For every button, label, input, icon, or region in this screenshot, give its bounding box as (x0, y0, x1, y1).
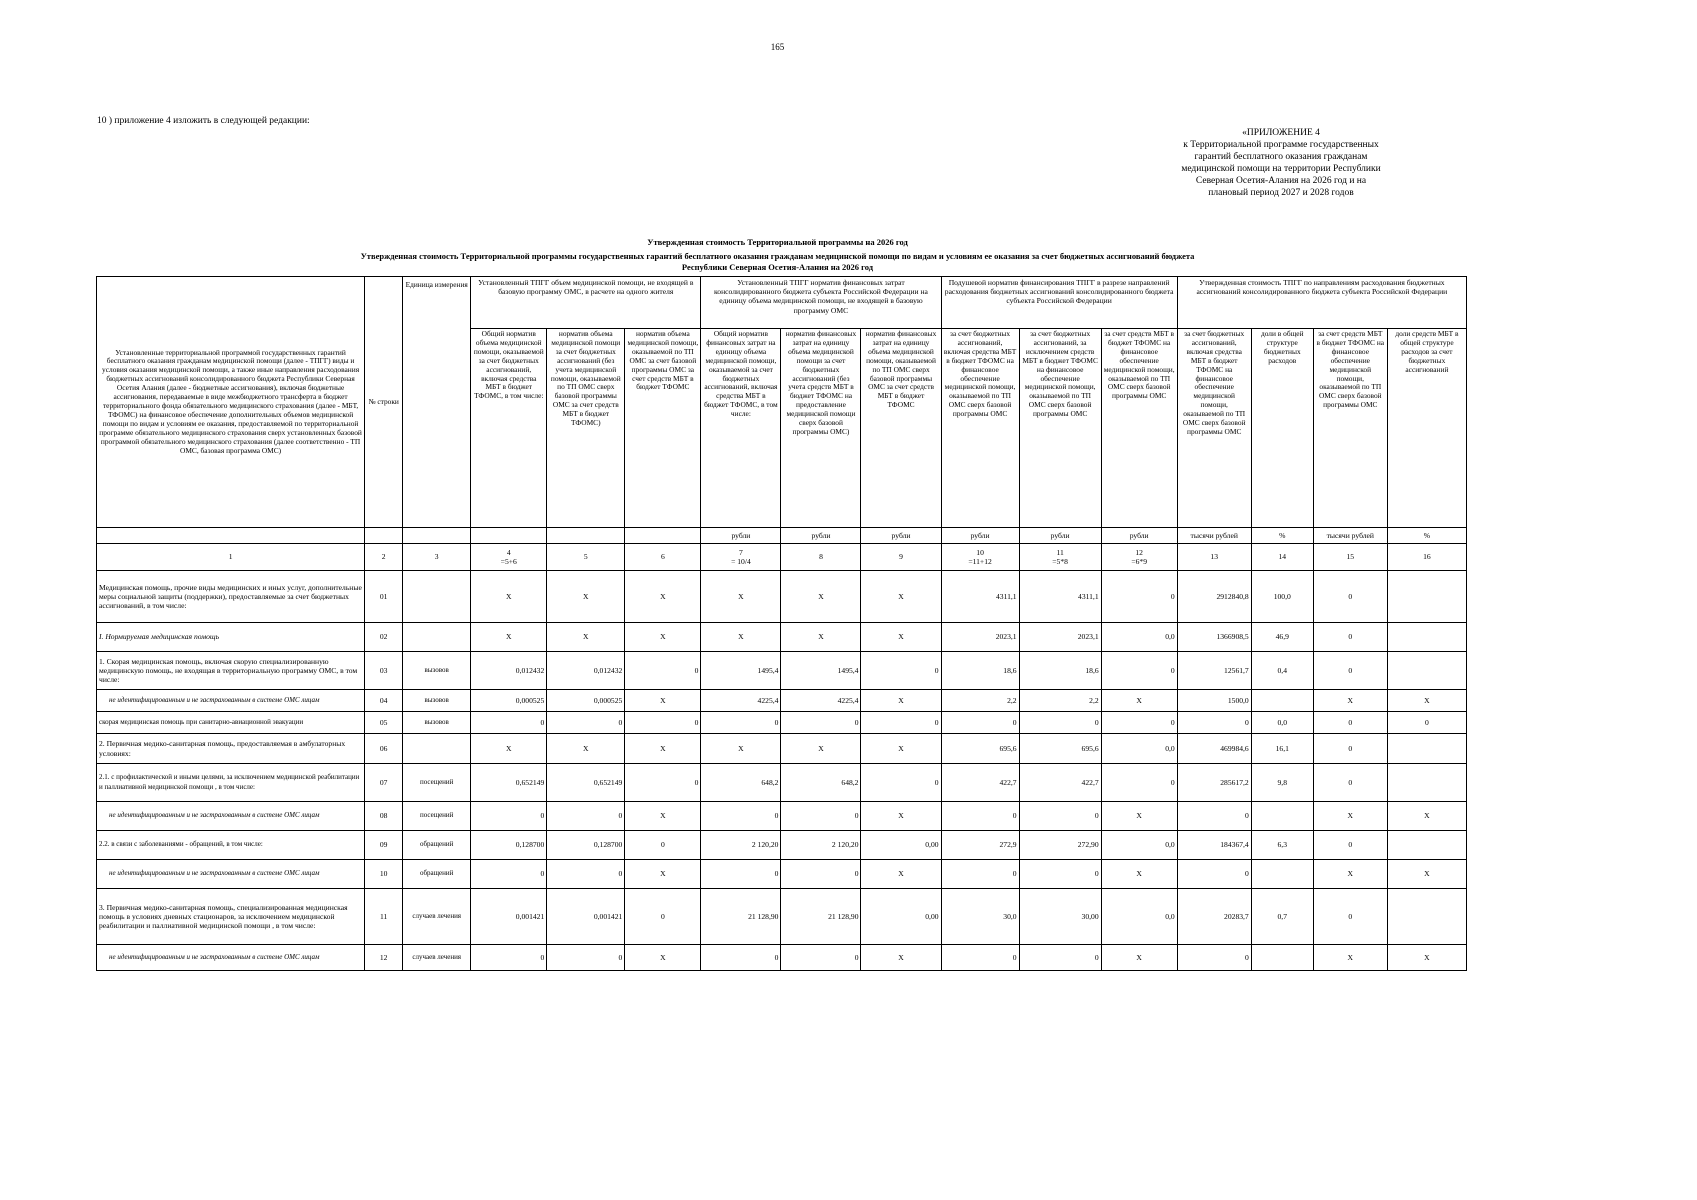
table-cell: X (1101, 945, 1177, 971)
table-cell: X (861, 945, 941, 971)
row-unit: обращений (403, 860, 471, 889)
header-col-3: Единица измерения (403, 277, 471, 528)
table-row (97, 889, 1467, 945)
table-cell: 422,7 (1019, 764, 1101, 802)
appendix-line: гарантий бесплатного оказания гражданам (1194, 152, 1368, 162)
table-cell: 0 (1101, 764, 1177, 802)
table-row (97, 652, 1467, 690)
table-cell: 0 (941, 802, 1019, 831)
table-cell: 0 (1019, 860, 1101, 889)
header-col-13: за счет бюджетных ассигнований, включая средства МБТ в бюджет ТФОМС на финансовое обеспечение медицинской помощи, оказываемой по ТП ОМС сверх базовой программы ОМС (1177, 329, 1251, 528)
table-cell: X (701, 571, 781, 623)
table-cell: X (781, 571, 861, 623)
row-number: 01 (365, 571, 403, 623)
table-cell: X (1387, 945, 1466, 971)
table-cell: 0 (1313, 764, 1387, 802)
row-unit (403, 623, 471, 652)
header-group-total: Утвержденная стоимость ТПГГ по направлениям расходования бюджетных ассигнований консолидированного бюджета субъекта Российской Федерации (1177, 277, 1466, 329)
table-cell: X (781, 623, 861, 652)
header-col-15: за счет средств МБТ в бюджет ТФОМС на финансовое обеспечение медицинской помощи, оказываемой по ТП ОМС сверх базовой программы ОМС (1313, 329, 1387, 528)
row-number: 03 (365, 652, 403, 690)
header-group-cost: Установленный ТПГГ норматив финансовых затрат консолидированного бюджета субъекта Российской Федерации на единицу объема медицинской помощи, не входящей в базовую программу ОМС (701, 277, 941, 329)
table-cell: 0 (547, 860, 625, 889)
table-cell: 0 (625, 764, 701, 802)
table-cell: 0,128700 (547, 831, 625, 860)
colnum-cell: 11 =5*8 (1019, 544, 1101, 571)
table-cell: 0 (625, 652, 701, 690)
row-label: I. Нормируемая медицинская помощь (97, 623, 365, 652)
table-cell: 2 120,20 (701, 831, 781, 860)
header-col-11: за счет бюджетных ассигнований, за исключением средств МБТ в бюджет ТФОМС на финансовое обеспечение медицинской помощи, оказываемой по ТП ОМС сверх базовой программы ОМС (1019, 329, 1101, 528)
table-cell: X (781, 734, 861, 764)
table-cell: 2 120,20 (781, 831, 861, 860)
table-cell: 0 (701, 712, 781, 734)
table-header (97, 277, 1467, 571)
table-row (97, 802, 1467, 831)
table-cell: 0,00 (861, 831, 941, 860)
table-cell: 0,128700 (471, 831, 547, 860)
table-row (97, 734, 1467, 764)
row-unit (403, 734, 471, 764)
table-cell: 100,0 (1251, 571, 1313, 623)
row-unit (403, 571, 471, 623)
intro-text: 10 ) приложение 4 изложить в следующей редакции: (97, 116, 310, 126)
table-cell: 0 (1313, 623, 1387, 652)
row-number: 09 (365, 831, 403, 860)
header-col-5: норматив объема медицинской помощи за счет бюджетных ассигнований (без учета медицинской помощи, оказываемой по ТП ОМС сверх базовой программы ОМС за счет средств МБТ в бюджет ТФОМС) (547, 329, 625, 528)
table-cell: X (1101, 802, 1177, 831)
table-cell: 20283,7 (1177, 889, 1251, 945)
table-cell: X (471, 623, 547, 652)
table-cell: 0 (701, 860, 781, 889)
header-col-4: Общий норматив объема медицинской помощи, оказываемой за счет бюджетных ассигнований, включая средства МБТ в бюджет ТФОМС, в том числе: (471, 329, 547, 528)
row-label: 2. Первичная медико-санитарная помощь, предоставляемая в амбулаторных условиях: (97, 734, 365, 764)
row-number: 04 (365, 690, 403, 712)
table-cell: 0 (1177, 712, 1251, 734)
table-cell: X (625, 802, 701, 831)
row-number: 12 (365, 945, 403, 971)
unit-cell: % (1251, 528, 1313, 544)
table-title: Утвержденная стоимость Территориальной программы на 2026 год (647, 237, 908, 247)
table-cell: 0 (625, 889, 701, 945)
table-cell: 0,001421 (547, 889, 625, 945)
table-row (97, 571, 1467, 623)
table-cell (1387, 623, 1466, 652)
table-cell: 21 128,90 (781, 889, 861, 945)
table-row (97, 712, 1467, 734)
table-cell: X (701, 734, 781, 764)
row-unit: обращений (403, 831, 471, 860)
colnum-cell: 5 (547, 544, 625, 571)
table-row (97, 764, 1467, 802)
table-subtitle: Утвержденная стоимость Территориальной программы государственных гарантий бесплатного оказания гражданам медицинской помощи по видам и условиям ее оказания за счет бюджетных ассигнований бюджета (360, 251, 1195, 261)
table-cell: 272,9 (941, 831, 1019, 860)
page-number: 165 (770, 42, 785, 52)
table-subtitle-region: Республики Северная Осетия-Алания на 2026 год (681, 262, 874, 272)
table-cell: 0,00 (861, 889, 941, 945)
colnum-cell: 16 (1387, 544, 1466, 571)
table-cell: 0 (625, 712, 701, 734)
appendix-line: к Территориальной программе государственных (1183, 140, 1379, 150)
units-row (97, 528, 1467, 544)
table-cell: 469984,6 (1177, 734, 1251, 764)
header-col-14: доли в общей структуре бюджетных расходов (1251, 329, 1313, 528)
table-cell: 0 (861, 652, 941, 690)
table-cell: 18,6 (941, 652, 1019, 690)
table-cell: 4311,1 (941, 571, 1019, 623)
cost-table (96, 276, 1467, 971)
table-cell: 1495,4 (701, 652, 781, 690)
row-label: 2.2. в связи с заболеваниями - обращений, в том числе: (97, 831, 365, 860)
table-cell: 9,8 (1251, 764, 1313, 802)
table-cell: 0 (547, 802, 625, 831)
colnum-cell: 8 (781, 544, 861, 571)
table-cell: 0,652149 (471, 764, 547, 802)
colnum-cell: 10 =11+12 (941, 544, 1019, 571)
header-col-9: норматив финансовых затрат на единицу объема медицинской помощи, оказываемой по ТП ОМС сверх базовой программы ОМС за счет средств МБТ в бюджет ТФОМС (861, 329, 941, 528)
table-cell (1387, 764, 1466, 802)
row-unit: посещений (403, 764, 471, 802)
table-cell: 0,4 (1251, 652, 1313, 690)
table-cell: X (547, 734, 625, 764)
colnum-cell: 7 = 10/4 (701, 544, 781, 571)
row-label: не идентифицированным и не застрахованным в системе ОМС лицам (97, 802, 365, 831)
table-cell: 0 (941, 945, 1019, 971)
table-cell: 2,2 (941, 690, 1019, 712)
table-cell: X (1313, 802, 1387, 831)
header-col-8: норматив финансовых затрат на единицу объема медицинской помощи за счет бюджетных ассигнований (без учета средств МБТ в бюджет ТФОМС на предоставление медицинской помощи сверх базовой программы ОМС) (781, 329, 861, 528)
unit-cell: рубли (941, 528, 1019, 544)
table-cell: 0 (471, 802, 547, 831)
table-cell: 0 (625, 831, 701, 860)
table-cell: X (625, 734, 701, 764)
table-cell: X (1387, 860, 1466, 889)
table-cell: 1495,4 (781, 652, 861, 690)
table-cell: 21 128,90 (701, 889, 781, 945)
table-cell: 0,000525 (471, 690, 547, 712)
row-label: скорая медицинская помощь при санитарно-авиационной эвакуации (97, 712, 365, 734)
table-cell: 0 (1177, 860, 1251, 889)
row-label: 2.1. с профилактической и иными целями, за исключением медицинской реабилитации и паллиативной медицинской помощи , в том числе: (97, 764, 365, 802)
colnum-cell: 13 (1177, 544, 1251, 571)
colnum-cell: 12 =6*9 (1101, 544, 1177, 571)
colnum-cell: 6 (625, 544, 701, 571)
table-cell: 0 (1177, 802, 1251, 831)
table-cell: X (471, 571, 547, 623)
table-cell: 2023,1 (941, 623, 1019, 652)
table-row (97, 831, 1467, 860)
row-number: 10 (365, 860, 403, 889)
table-cell: 1366908,5 (1177, 623, 1251, 652)
row-number: 05 (365, 712, 403, 734)
appendix-line: медицинской помощи на территории Республики (1181, 164, 1381, 174)
unit-cell: тысячи рублей (1313, 528, 1387, 544)
table-cell: 0 (1101, 571, 1177, 623)
table-cell: 0 (1387, 712, 1466, 734)
unit-cell: тысячи рублей (1177, 528, 1251, 544)
colnum-cell: 3 (403, 544, 471, 571)
table-row (97, 860, 1467, 889)
row-label: 1. Скорая медицинская помощь, включая скорую специализированную медицинскую помощь, не входящая в территориальную программу ОМС, в том числе: (97, 652, 365, 690)
table-cell: 0 (701, 802, 781, 831)
row-number: 07 (365, 764, 403, 802)
table-cell: X (1387, 690, 1466, 712)
header-col-1: Установленные территориальной программой государственных гарантий бесплатного оказания гражданам медицинской помощи (далее - ТПГГ) виды и условия оказания медицинской помощи, а также иные направления расходования бюджетных ассигнований консолидированного бюджета Республики Северная Осетия Алания (далее - бюджетные ассигнования), включая бюджетные ассигнования, передаваемые в виде межбюджетного трансферта в бюджет территориального фонда обязательного медицинского страхования (далее - МБТ, ТФОМС) на финансовое обеспечение дополнительных объемов медицинской помощи по видам и условиям ее оказания, предоставляемой по территориальной программе обязательного медицинского страхования сверх установленных базовой программой обязательного медицинского страхования (далее соответственно - ТП ОМС, базовая программа ОМС) (97, 277, 365, 528)
unit-cell: рубли (861, 528, 941, 544)
appendix-line: плановый период 2027 и 2028 годов (1208, 188, 1354, 198)
table-cell: 16,1 (1251, 734, 1313, 764)
table-cell: X (861, 571, 941, 623)
table-titles (0, 237, 1555, 273)
table-cell: 0,0 (1251, 712, 1313, 734)
table-row (97, 623, 1467, 652)
table-cell (1387, 889, 1466, 945)
table-cell: X (625, 571, 701, 623)
table-cell: 695,6 (1019, 734, 1101, 764)
table-cell: 6,3 (1251, 831, 1313, 860)
header-group-percap: Подушевой норматив финансирования ТПГГ в разрезе направлений расходования бюджетных ассигнований консолидированного бюджета субъекта Российской Федерации (941, 277, 1177, 329)
table-cell: X (471, 734, 547, 764)
table-cell: 0 (1019, 802, 1101, 831)
table-cell: 0 (781, 945, 861, 971)
table-cell: 4311,1 (1019, 571, 1101, 623)
appendix-heading (1175, 127, 1387, 199)
header-col-12: за счет средств МБТ в бюджет ТФОМС на финансовое обеспечение медицинской помощи, оказываемой по ТП ОМС сверх базовой программы ОМС (1101, 329, 1177, 528)
table-cell: 0,652149 (547, 764, 625, 802)
table-cell: 0 (471, 860, 547, 889)
table-cell: 0 (941, 860, 1019, 889)
table-cell: X (547, 623, 625, 652)
row-label: не идентифицированным и не застрахованным в системе ОМС лицам (97, 690, 365, 712)
table-cell: 30,00 (1019, 889, 1101, 945)
colnum-cell: 2 (365, 544, 403, 571)
table-cell: 0,7 (1251, 889, 1313, 945)
table-cell: 0,0 (1101, 831, 1177, 860)
table-cell: 0 (471, 712, 547, 734)
table-cell: 0 (781, 712, 861, 734)
table-cell (1251, 945, 1313, 971)
table-cell: 0 (781, 860, 861, 889)
table-cell: 0 (941, 712, 1019, 734)
colnum-cell: 15 (1313, 544, 1387, 571)
table-cell: 0,000525 (547, 690, 625, 712)
unit-cell (365, 528, 403, 544)
table-cell: 184367,4 (1177, 831, 1251, 860)
table-cell: 1500,0 (1177, 690, 1251, 712)
table-cell: X (1313, 690, 1387, 712)
table-cell: 0,0 (1101, 623, 1177, 652)
table-cell: X (625, 945, 701, 971)
column-numbers-row (97, 544, 1467, 571)
row-label: не идентифицированным и не застрахованным в системе ОМС лицам (97, 945, 365, 971)
table-cell: X (625, 690, 701, 712)
table-cell: 0 (1101, 652, 1177, 690)
table-cell: 0 (1313, 734, 1387, 764)
row-unit: посещений (403, 802, 471, 831)
table-cell: 0 (1313, 571, 1387, 623)
header-col-7: Общий норматив финансовых затрат на единицу объема медицинской помощи, оказываемой за счет бюджетных ассигнований, включая средства МБТ в бюджет ТФОМС, в том числе: (701, 329, 781, 528)
table-cell: 4225,4 (701, 690, 781, 712)
colnum-cell: 9 (861, 544, 941, 571)
unit-cell (471, 528, 547, 544)
table-cell: 695,6 (941, 734, 1019, 764)
table-cell: X (861, 623, 941, 652)
table-cell: 0 (1101, 712, 1177, 734)
unit-cell: рубли (781, 528, 861, 544)
table-cell: 0 (701, 945, 781, 971)
colnum-cell: 4 =5+6 (471, 544, 547, 571)
table-cell: X (1101, 860, 1177, 889)
table-cell: 272,90 (1019, 831, 1101, 860)
table-cell: 0,0 (1101, 734, 1177, 764)
unit-cell: рубли (701, 528, 781, 544)
row-unit: случаев лечения (403, 945, 471, 971)
unit-cell: рубли (1101, 528, 1177, 544)
row-label: Медицинская помощь, прочие виды медицинских и иных услуг, дополнительные меры социальной защиты (поддержки), предоставляемые за счет бюджетных ассигнований, в том числе: (97, 571, 365, 623)
header-group-volume: Установленный ТПГГ объем медицинской помощи, не входящей в базовую программу ОМС, в расчете на одного жителя (471, 277, 701, 329)
table-cell: 0 (861, 764, 941, 802)
row-unit: вызовов (403, 652, 471, 690)
table-cell: X (625, 860, 701, 889)
table-cell: 0 (547, 945, 625, 971)
unit-cell (547, 528, 625, 544)
appendix-line: Северная Осетия-Алания на 2026 год и на (1195, 176, 1367, 186)
table-cell: X (861, 690, 941, 712)
table-cell: X (701, 623, 781, 652)
row-number: 11 (365, 889, 403, 945)
table-cell (1251, 802, 1313, 831)
table-cell: 0 (471, 945, 547, 971)
row-unit: вызовов (403, 690, 471, 712)
table-cell: 30,0 (941, 889, 1019, 945)
table-body (97, 571, 1467, 971)
table-cell (1387, 652, 1466, 690)
table-cell: X (861, 802, 941, 831)
table-cell: 46,9 (1251, 623, 1313, 652)
unit-cell: рубли (1019, 528, 1101, 544)
row-unit: случаев лечения (403, 889, 471, 945)
table-cell: 12561,7 (1177, 652, 1251, 690)
table-cell: 2023,1 (1019, 623, 1101, 652)
table-cell: 648,2 (701, 764, 781, 802)
table-row (97, 945, 1467, 971)
table-cell (1251, 860, 1313, 889)
table-cell: 422,7 (941, 764, 1019, 802)
table-cell: 0 (547, 712, 625, 734)
table-cell: 0 (1313, 889, 1387, 945)
table-cell: X (625, 623, 701, 652)
table-cell: 2912840,8 (1177, 571, 1251, 623)
header-col-2: № строки (365, 277, 403, 528)
table-cell (1251, 690, 1313, 712)
table-cell: 0,012432 (547, 652, 625, 690)
unit-cell (403, 528, 471, 544)
row-label: не идентифицированным и не застрахованным в системе ОМС лицам (97, 860, 365, 889)
row-number: 06 (365, 734, 403, 764)
table-cell: X (861, 860, 941, 889)
header-col-16: доли средств МБТ в общей структуре расходов за счет бюджетных ассигнований (1387, 329, 1466, 528)
row-label: 3. Первичная медико-санитарная помощь, специализированная медицинская помощь в условиях дневных стационаров, за исключением медицинской реабилитации и паллиативной медицинской помощи , в том числе: (97, 889, 365, 945)
table-cell (1387, 571, 1466, 623)
row-unit: вызовов (403, 712, 471, 734)
unit-cell (625, 528, 701, 544)
table-cell: X (1313, 945, 1387, 971)
table-cell: X (861, 734, 941, 764)
table-cell: 0 (1019, 712, 1101, 734)
table-cell: 285617,2 (1177, 764, 1251, 802)
table-cell: 0 (861, 712, 941, 734)
table-cell: 0 (1177, 945, 1251, 971)
table-cell: 0 (1313, 652, 1387, 690)
appendix-line: «ПРИЛОЖЕНИЕ 4 (1242, 128, 1320, 138)
table-cell: 2,2 (1019, 690, 1101, 712)
table-cell: 0 (1313, 831, 1387, 860)
table-row (97, 690, 1467, 712)
colnum-cell: 1 (97, 544, 365, 571)
table-cell: 18,6 (1019, 652, 1101, 690)
table-cell: 648,2 (781, 764, 861, 802)
table-cell: X (547, 571, 625, 623)
table-cell (1387, 734, 1466, 764)
table-cell: X (1101, 690, 1177, 712)
header-col-10: за счет бюджетных ассигнований, включая средства МБТ в бюджет ТФОМС на финансовое обеспечение медицинской помощи, оказываемой по ТП ОМС сверх базовой программы ОМС (941, 329, 1019, 528)
row-number: 02 (365, 623, 403, 652)
header-col-6: норматив объема медицинской помощи, оказываемой по ТП ОМС за счет базовой программы ОМС за счет средств МБТ в бюджет ТФОМС (625, 329, 701, 528)
table-cell (1387, 831, 1466, 860)
table-cell: 0,0 (1101, 889, 1177, 945)
unit-cell (97, 528, 365, 544)
table-cell: 0 (1313, 712, 1387, 734)
row-number: 08 (365, 802, 403, 831)
table-cell: 0,001421 (471, 889, 547, 945)
table-cell: 4225,4 (781, 690, 861, 712)
table-cell: X (1387, 802, 1466, 831)
table-cell: 0,012432 (471, 652, 547, 690)
colnum-cell: 14 (1251, 544, 1313, 571)
table-cell: 0 (1019, 945, 1101, 971)
table-cell: X (1313, 860, 1387, 889)
unit-cell: % (1387, 528, 1466, 544)
table-cell: 0 (781, 802, 861, 831)
